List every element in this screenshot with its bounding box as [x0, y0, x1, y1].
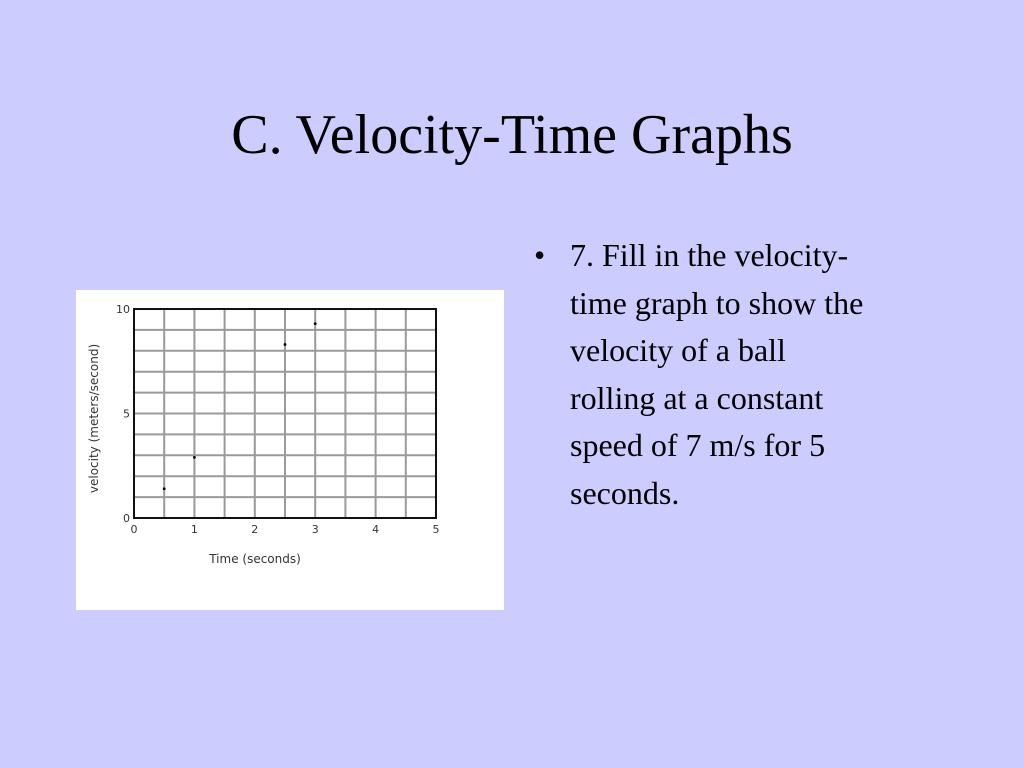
- bullet-line: rolling at a constant: [570, 379, 824, 416]
- x-tick-label: 2: [251, 523, 259, 536]
- x-tick-label: 0: [130, 523, 138, 536]
- x-tick-label: 4: [372, 523, 380, 536]
- bullet-marker: •: [534, 237, 546, 273]
- x-axis-label: Time (seconds): [209, 552, 301, 566]
- bullet-line: seconds.: [570, 474, 680, 511]
- bullet-line: speed of 7 m/s for 5: [570, 427, 826, 463]
- y-tick-label: 10: [116, 303, 130, 316]
- data-point: [314, 322, 317, 325]
- x-tick-label: 5: [432, 523, 440, 536]
- y-tick-label: 5: [123, 407, 130, 421]
- x-tick-label: 3: [311, 523, 319, 536]
- slide-title: C. Velocity-Time Graphs: [231, 104, 793, 166]
- bullet-item-7: [570, 232, 950, 517]
- y-tick-label: 0: [123, 512, 130, 525]
- data-point: [284, 343, 287, 346]
- chart-svg: [76, 290, 504, 610]
- velocity-time-graph: [76, 290, 504, 610]
- data-point: [163, 487, 166, 490]
- bullet-line: velocity of a ball: [570, 332, 786, 368]
- bullet-line: time graph to show the: [570, 284, 864, 321]
- data-point: [193, 456, 196, 459]
- y-axis-label: velocity (meters/second): [87, 343, 101, 494]
- x-tick-label: 1: [190, 523, 198, 536]
- bullet-line: 7. Fill in the velocity-: [570, 237, 849, 273]
